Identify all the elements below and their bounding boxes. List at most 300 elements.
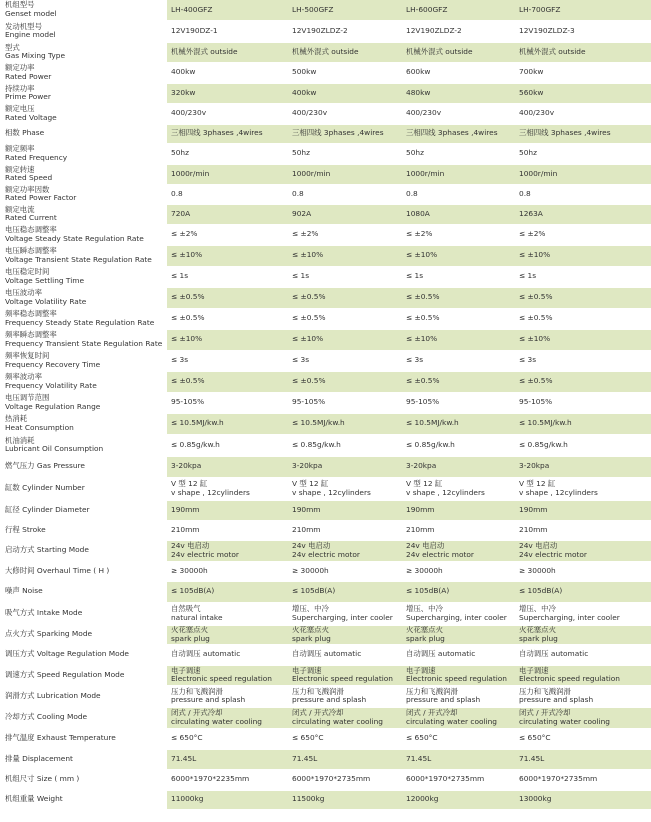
spec-value-line: 12V190ZLDZ-2 bbox=[292, 25, 348, 35]
spec-value-line: pressure and splash bbox=[171, 695, 246, 704]
spec-label bbox=[0, 329, 167, 350]
spec-value-line: 1000r/min bbox=[292, 168, 331, 178]
spec-value bbox=[515, 790, 651, 809]
spec-value-line: 400/230v bbox=[171, 108, 207, 118]
spec-value-line: 95-105% bbox=[292, 397, 326, 407]
spec-value-line: 1000r/min bbox=[519, 168, 558, 178]
spec-value-line: 增压、中冷 bbox=[292, 604, 329, 613]
spec-value bbox=[167, 540, 288, 561]
spec-value bbox=[288, 83, 402, 103]
spec-value-line: 50hz bbox=[519, 148, 537, 158]
spec-value bbox=[167, 20, 288, 42]
spec-value-line: 12000kg bbox=[406, 794, 439, 804]
spec-row bbox=[0, 540, 651, 561]
spec-value-line: 12V190ZLDZ-3 bbox=[519, 25, 575, 35]
spec-value bbox=[515, 204, 651, 224]
spec-value-line: natural intake bbox=[171, 612, 223, 622]
spec-value-line: ≤ ±2% bbox=[292, 229, 319, 239]
spec-value bbox=[167, 769, 288, 790]
spec-value bbox=[402, 224, 515, 245]
spec-value-line: ≤ 1s bbox=[292, 271, 310, 281]
spec-label-line: 机组尺寸 Size ( mm ) bbox=[5, 774, 80, 784]
spec-value bbox=[167, 204, 288, 224]
spec-value bbox=[515, 707, 651, 728]
spec-label-line: 额定功率 bbox=[5, 63, 35, 72]
spec-label-line: Voltage Regulation Range bbox=[5, 401, 101, 411]
spec-value bbox=[288, 520, 402, 540]
spec-value-line: 机械外混式 outside bbox=[171, 46, 238, 56]
spec-label-line: 缸数 Cylinder Number bbox=[5, 483, 85, 493]
spec-label-line: 启动方式 Starting Mode bbox=[5, 545, 89, 555]
spec-value bbox=[515, 665, 651, 685]
spec-value-line: 1263A bbox=[519, 208, 543, 218]
spec-row bbox=[0, 83, 651, 103]
spec-value-line: ≤ ±2% bbox=[519, 229, 546, 239]
spec-value-line: 24v electric motor bbox=[171, 549, 239, 559]
spec-value-line: 自动调压 automatic bbox=[292, 649, 362, 659]
spec-value bbox=[515, 371, 651, 392]
spec-label-line: 额定转速 bbox=[5, 164, 35, 174]
spec-label bbox=[0, 204, 167, 224]
spec-value bbox=[288, 561, 402, 581]
spec-value bbox=[288, 456, 402, 477]
spec-value-line: 190mm bbox=[519, 504, 548, 514]
spec-row bbox=[0, 103, 651, 124]
spec-value-line: 1000r/min bbox=[171, 168, 210, 178]
spec-label bbox=[0, 581, 167, 602]
spec-value bbox=[515, 434, 651, 456]
spec-value bbox=[288, 350, 402, 371]
spec-value bbox=[402, 581, 515, 602]
spec-value bbox=[515, 350, 651, 371]
spec-label bbox=[0, 665, 167, 685]
spec-value-line: 压力和飞溅润滑 bbox=[519, 686, 571, 696]
spec-value bbox=[167, 350, 288, 371]
spec-value-line: 3-20kpa bbox=[171, 461, 202, 471]
spec-value bbox=[167, 434, 288, 456]
spec-row bbox=[0, 434, 651, 456]
spec-value-line: ≤ 105dB(A) bbox=[292, 586, 336, 596]
spec-value bbox=[288, 103, 402, 124]
spec-value bbox=[402, 602, 515, 625]
spec-label-line: Rated Power bbox=[5, 71, 52, 81]
spec-label-line: Voltage Volatility Rate bbox=[5, 296, 87, 306]
spec-value-line: 400kw bbox=[292, 87, 317, 97]
spec-label-line: 机油消耗 bbox=[5, 435, 35, 445]
spec-value-line: 电子调速 bbox=[292, 665, 322, 675]
spec-value bbox=[167, 164, 288, 184]
spec-value-line: 600kw bbox=[406, 67, 431, 77]
spec-value bbox=[288, 644, 402, 665]
spec-label-line: 燃气压力 Gas Pressure bbox=[5, 461, 85, 471]
spec-label bbox=[0, 245, 167, 266]
spec-value-line: v shape , 12cylinders bbox=[519, 487, 598, 497]
spec-label-line: 频率恢复时间 bbox=[5, 351, 50, 360]
spec-value bbox=[167, 625, 288, 644]
spec-value bbox=[402, 665, 515, 685]
spec-value bbox=[288, 685, 402, 707]
spec-row bbox=[0, 456, 651, 477]
spec-label-line: Voltage Settling Time bbox=[5, 275, 85, 285]
spec-row bbox=[0, 644, 651, 665]
spec-value bbox=[288, 204, 402, 224]
spec-value-line: ≤ ±0.5% bbox=[519, 292, 553, 302]
spec-value-line: 210mm bbox=[519, 524, 548, 534]
spec-label-line: Voltage Steady State Regulation Rate bbox=[5, 233, 144, 243]
spec-value bbox=[515, 749, 651, 769]
spec-value-line: 190mm bbox=[292, 504, 321, 514]
spec-value-line: 24v electric motor bbox=[406, 549, 474, 559]
spec-value-line: 560kw bbox=[519, 87, 544, 97]
spec-label bbox=[0, 644, 167, 665]
spec-value bbox=[402, 308, 515, 329]
spec-value-line: 24v 电启动 bbox=[406, 541, 445, 550]
spec-value bbox=[402, 42, 515, 62]
spec-value-line: 3-20kpa bbox=[406, 461, 437, 471]
spec-value-line: 自动调压 automatic bbox=[406, 649, 476, 659]
spec-label bbox=[0, 42, 167, 62]
spec-value-line: ≤ 0.85g/kw.h bbox=[406, 439, 455, 449]
spec-value-line: ≥ 30000h bbox=[406, 565, 443, 575]
spec-value bbox=[167, 790, 288, 809]
spec-row bbox=[0, 749, 651, 769]
spec-value-line: Electronic speed regulation bbox=[519, 674, 620, 683]
spec-value-line: ≤ ±10% bbox=[292, 250, 324, 260]
spec-value-line: 自动调压 automatic bbox=[171, 649, 241, 659]
spec-value bbox=[402, 62, 515, 83]
spec-value bbox=[515, 20, 651, 42]
spec-value-line: 6000*1970*2735mm bbox=[406, 774, 485, 784]
spec-value-line: Supercharging, inter cooler bbox=[519, 612, 620, 622]
spec-value-line: 6000*1970*2735mm bbox=[519, 774, 598, 784]
spec-value bbox=[515, 520, 651, 540]
spec-label-line: 频率稳态调整率 bbox=[5, 309, 57, 318]
spec-row bbox=[0, 62, 651, 83]
spec-label-line: 噪声 Noise bbox=[5, 586, 43, 596]
spec-value-line: ≤ ±10% bbox=[406, 334, 438, 344]
spec-value-line: 1000r/min bbox=[406, 168, 445, 178]
spec-value-line: 902A bbox=[292, 208, 312, 218]
spec-value-line: ≤ ±0.5% bbox=[171, 376, 205, 386]
spec-value-line: 闭式 / 开式冷却 bbox=[292, 708, 344, 717]
spec-value bbox=[167, 42, 288, 62]
spec-value bbox=[402, 245, 515, 266]
spec-value-line: ≤ 105dB(A) bbox=[519, 586, 563, 596]
spec-value-line: 12V190ZLDZ-2 bbox=[406, 25, 462, 35]
spec-value-line: ≤ 650°C bbox=[406, 733, 438, 743]
spec-value-line: ≤ ±10% bbox=[171, 250, 203, 260]
spec-value bbox=[167, 707, 288, 728]
spec-value-line: 三相四线 3phases ,4wires bbox=[406, 128, 498, 138]
spec-value-line: circulating water cooling bbox=[171, 716, 262, 726]
spec-row bbox=[0, 0, 651, 20]
spec-label bbox=[0, 62, 167, 83]
spec-value-line: 6000*1970*2735mm bbox=[292, 774, 371, 784]
spec-value-line: LH-400GFZ bbox=[171, 4, 213, 14]
spec-label bbox=[0, 413, 167, 434]
spec-value bbox=[288, 540, 402, 561]
spec-value bbox=[288, 500, 402, 520]
spec-value bbox=[515, 392, 651, 413]
spec-label-line: 型式 bbox=[5, 42, 20, 52]
spec-value-line: ≤ 105dB(A) bbox=[171, 586, 215, 596]
spec-value-line: 增压、中冷 bbox=[519, 604, 556, 613]
spec-value bbox=[402, 520, 515, 540]
spec-value-line: LH-500GFZ bbox=[292, 4, 334, 14]
spec-row bbox=[0, 413, 651, 434]
spec-value-line: Supercharging, inter cooler bbox=[292, 612, 393, 622]
spec-value-line: 12V190DZ-1 bbox=[171, 25, 218, 35]
spec-value bbox=[167, 665, 288, 685]
spec-value bbox=[288, 602, 402, 625]
spec-label-line: 持续功率 bbox=[5, 83, 35, 93]
spec-value bbox=[288, 20, 402, 42]
spec-label bbox=[0, 103, 167, 124]
spec-row bbox=[0, 124, 651, 143]
spec-value-line: 11000kg bbox=[171, 794, 204, 804]
spec-value-line: ≤ 105dB(A) bbox=[406, 586, 450, 596]
spec-label-line: 额定电压 bbox=[5, 104, 35, 113]
spec-value bbox=[515, 0, 651, 20]
spec-value-line: ≤ 10.5MJ/kw.h bbox=[519, 418, 572, 428]
spec-value bbox=[402, 143, 515, 164]
spec-label bbox=[0, 287, 167, 308]
spec-value bbox=[402, 500, 515, 520]
spec-value-line: ≤ 1s bbox=[171, 271, 189, 281]
spec-value-line: 71.45L bbox=[292, 753, 318, 763]
spec-label bbox=[0, 371, 167, 392]
spec-label-line: 相数 Phase bbox=[5, 128, 45, 138]
spec-label-line: Frequency Steady State Regulation Rate bbox=[5, 317, 155, 327]
spec-value-line: pressure and splash bbox=[406, 695, 481, 704]
spec-value-line: 0.8 bbox=[519, 188, 531, 198]
spec-label-line: 热消耗 bbox=[5, 414, 28, 423]
spec-label-line: 排气温度 Exhaust Temperature bbox=[5, 733, 116, 743]
spec-value bbox=[402, 20, 515, 42]
spec-value-line: ≤ 10.5MJ/kw.h bbox=[292, 418, 345, 428]
spec-label-line: Engine model bbox=[5, 30, 56, 39]
spec-value bbox=[288, 287, 402, 308]
spec-value-line: pressure and splash bbox=[292, 695, 367, 704]
spec-value-line: V 型 12 缸 bbox=[519, 479, 556, 488]
spec-value bbox=[167, 0, 288, 20]
spec-value-line: 210mm bbox=[171, 524, 200, 534]
spec-label-line: 电压波动率 bbox=[5, 288, 42, 297]
spec-row bbox=[0, 308, 651, 329]
spec-value-line: spark plug bbox=[292, 633, 331, 643]
spec-value-line: 机械外混式 outside bbox=[406, 46, 473, 56]
spec-value bbox=[402, 266, 515, 287]
spec-label bbox=[0, 392, 167, 413]
spec-label bbox=[0, 602, 167, 625]
spec-value-line: 闭式 / 开式冷却 bbox=[519, 708, 571, 717]
spec-label bbox=[0, 728, 167, 749]
spec-value-line: ≤ ±10% bbox=[519, 334, 551, 344]
spec-value-line: 11500kg bbox=[292, 794, 325, 804]
spec-value bbox=[167, 685, 288, 707]
spec-value-line: ≤ ±10% bbox=[519, 250, 551, 260]
spec-label-line: 排量 Displacement bbox=[5, 753, 73, 763]
spec-label-line: Gas Mixing Type bbox=[5, 51, 66, 60]
spec-value-line: 机械外混式 outside bbox=[519, 46, 586, 56]
spec-label-line: Rated Voltage bbox=[5, 112, 57, 122]
spec-value-line: ≤ 1s bbox=[519, 271, 537, 281]
spec-value-line: Supercharging, inter cooler bbox=[406, 612, 507, 622]
spec-value-line: 50hz bbox=[292, 148, 310, 158]
spec-label-line: Rated Speed bbox=[5, 173, 53, 182]
spec-value-line: 400/230v bbox=[519, 108, 555, 118]
spec-value-line: 电子调速 bbox=[171, 665, 201, 675]
spec-value-line: ≤ 0.85g/kw.h bbox=[519, 439, 568, 449]
spec-value-line: spark plug bbox=[171, 633, 210, 643]
spec-value bbox=[288, 434, 402, 456]
spec-label-line: 电压稳态调整率 bbox=[5, 225, 57, 234]
spec-value-line: 电子调速 bbox=[519, 665, 549, 675]
spec-value-line: 400/230v bbox=[406, 108, 442, 118]
spec-value-line: ≥ 30000h bbox=[171, 565, 208, 575]
spec-row bbox=[0, 602, 651, 625]
spec-value-line: ≤ 650°C bbox=[519, 733, 551, 743]
spec-row bbox=[0, 392, 651, 413]
spec-label-line: 润滑方式 Lubrication Mode bbox=[5, 690, 101, 700]
spec-value bbox=[515, 329, 651, 350]
spec-value bbox=[402, 749, 515, 769]
spec-value-line: V 型 12 缸 bbox=[292, 479, 329, 488]
spec-value bbox=[402, 204, 515, 224]
spec-value-line: pressure and splash bbox=[519, 695, 594, 704]
spec-value-line: 3-20kpa bbox=[292, 461, 323, 471]
spec-value bbox=[402, 0, 515, 20]
spec-label bbox=[0, 561, 167, 581]
spec-value-line: 24v electric motor bbox=[292, 549, 360, 559]
spec-label-line: 调速方式 Speed Regulation Mode bbox=[5, 669, 125, 679]
spec-value-line: LH-600GFZ bbox=[406, 4, 448, 14]
spec-value-line: 压力和飞溅润滑 bbox=[292, 686, 344, 696]
spec-value-line: 三相四线 3phases ,4wires bbox=[519, 128, 611, 138]
spec-value-line: ≤ 0.85g/kw.h bbox=[292, 439, 341, 449]
spec-value bbox=[515, 266, 651, 287]
spec-value-line: 24v electric motor bbox=[519, 549, 587, 559]
spec-value bbox=[167, 644, 288, 665]
spec-value-line: circulating water cooling bbox=[406, 716, 497, 726]
spec-value-line: 700kw bbox=[519, 67, 544, 77]
spec-label-line: 行程 Stroke bbox=[5, 524, 46, 534]
spec-value bbox=[402, 287, 515, 308]
spec-label bbox=[0, 769, 167, 790]
spec-value bbox=[515, 103, 651, 124]
spec-row bbox=[0, 477, 651, 500]
spec-value bbox=[288, 143, 402, 164]
spec-label-line: 电压调节范围 bbox=[5, 393, 50, 402]
spec-value-line: 机械外混式 outside bbox=[292, 46, 359, 56]
spec-label bbox=[0, 520, 167, 540]
spec-value bbox=[167, 392, 288, 413]
spec-label-line: Voltage Transient State Regulation Rate bbox=[5, 254, 152, 264]
spec-value bbox=[402, 477, 515, 500]
spec-value bbox=[288, 245, 402, 266]
spec-value bbox=[167, 62, 288, 83]
spec-value-line: ≤ ±0.5% bbox=[292, 292, 326, 302]
spec-value-line: 95-105% bbox=[406, 397, 440, 407]
spec-value bbox=[515, 413, 651, 434]
spec-value-line: 闭式 / 开式冷却 bbox=[406, 708, 458, 717]
spec-value bbox=[402, 392, 515, 413]
spec-value-line: 13000kg bbox=[519, 794, 552, 804]
spec-value-line: ≤ 10.5MJ/kw.h bbox=[406, 418, 459, 428]
spec-value bbox=[167, 308, 288, 329]
spec-row bbox=[0, 625, 651, 644]
spec-value bbox=[288, 728, 402, 749]
spec-value-line: V 型 12 缸 bbox=[406, 479, 443, 488]
spec-row bbox=[0, 350, 651, 371]
spec-value-line: ≤ ±2% bbox=[406, 229, 433, 239]
spec-value-line: ≤ 3s bbox=[292, 355, 310, 365]
spec-label-line: Heat Consumption bbox=[5, 422, 74, 432]
spec-label-line: 机组重量 Weight bbox=[5, 794, 63, 804]
spec-value-line: 24v 电启动 bbox=[519, 541, 558, 550]
spec-value-line: 0.8 bbox=[292, 188, 304, 198]
spec-value bbox=[402, 413, 515, 434]
spec-label-line: 机组型号 bbox=[5, 0, 35, 10]
spec-value bbox=[515, 728, 651, 749]
spec-value bbox=[515, 456, 651, 477]
spec-value bbox=[167, 266, 288, 287]
spec-label bbox=[0, 350, 167, 371]
spec-value bbox=[167, 224, 288, 245]
spec-row bbox=[0, 204, 651, 224]
spec-value bbox=[515, 143, 651, 164]
spec-label-line: 冷却方式 Cooling Mode bbox=[5, 712, 88, 722]
spec-value bbox=[402, 540, 515, 561]
spec-value-line: 71.45L bbox=[171, 753, 197, 763]
spec-value bbox=[288, 707, 402, 728]
spec-value bbox=[288, 581, 402, 602]
spec-value-line: 210mm bbox=[406, 524, 435, 534]
spec-value-line: ≤ ±0.5% bbox=[292, 376, 326, 386]
spec-value bbox=[402, 329, 515, 350]
spec-value-line: ≤ ±2% bbox=[171, 229, 198, 239]
spec-value bbox=[515, 124, 651, 143]
spec-value-line: ≥ 30000h bbox=[519, 565, 556, 575]
spec-value bbox=[402, 83, 515, 103]
spec-value-line: 95-105% bbox=[171, 397, 205, 407]
spec-value-line: ≤ ±0.5% bbox=[406, 313, 440, 323]
spec-label-line: 频率瞬态调整率 bbox=[5, 330, 57, 339]
spec-label bbox=[0, 143, 167, 164]
spec-label-line: Frequency Volatility Rate bbox=[5, 380, 97, 390]
spec-value bbox=[167, 83, 288, 103]
spec-label-line: Prime Power bbox=[5, 92, 51, 101]
spec-row bbox=[0, 329, 651, 350]
spec-value bbox=[402, 790, 515, 809]
spec-label-line: 额定电流 bbox=[5, 204, 35, 214]
spec-value-line: circulating water cooling bbox=[292, 716, 383, 726]
spec-label-line: Rated Frequency bbox=[5, 152, 68, 162]
spec-value-line: 720A bbox=[171, 208, 191, 218]
spec-value-line: ≤ ±10% bbox=[292, 334, 324, 344]
spec-label bbox=[0, 749, 167, 769]
spec-label-line: Frequency Recovery Time bbox=[5, 359, 101, 369]
spec-value-line: circulating water cooling bbox=[519, 716, 610, 726]
spec-label bbox=[0, 707, 167, 728]
spec-value bbox=[288, 625, 402, 644]
spec-value bbox=[288, 665, 402, 685]
spec-value bbox=[515, 602, 651, 625]
spec-row bbox=[0, 561, 651, 581]
spec-value bbox=[167, 371, 288, 392]
spec-value-line: ≤ ±0.5% bbox=[406, 292, 440, 302]
spec-value bbox=[288, 392, 402, 413]
